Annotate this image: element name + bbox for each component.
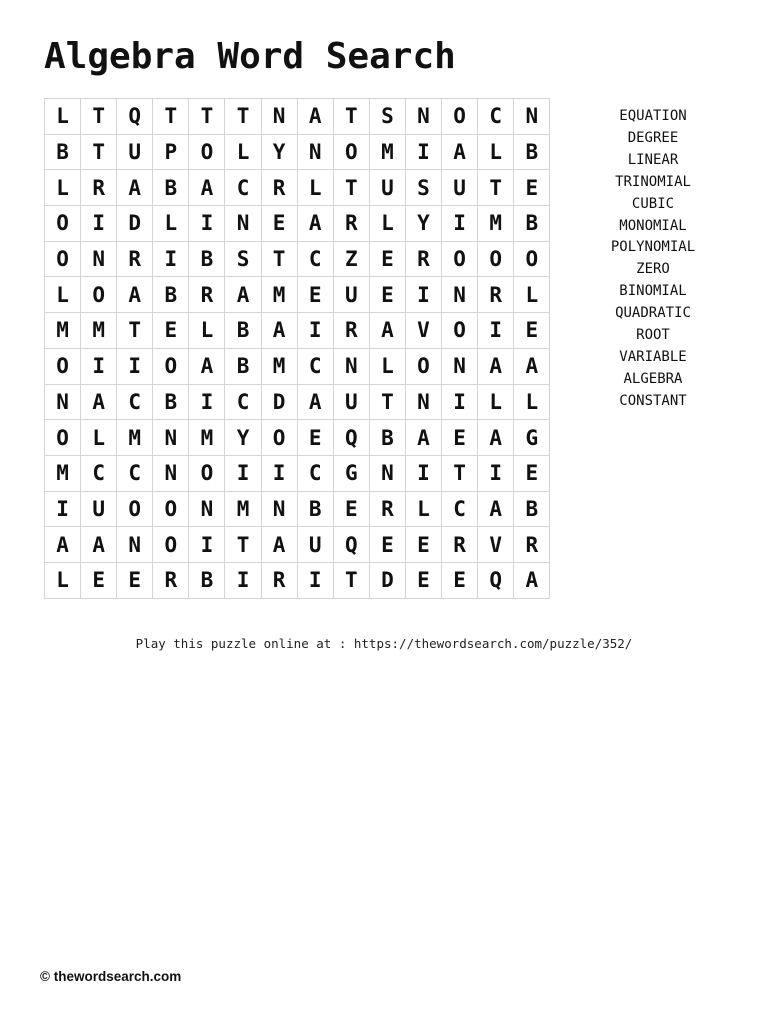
grid-cell: E	[369, 241, 405, 277]
grid-cell: N	[405, 99, 441, 135]
grid-cell: C	[297, 455, 333, 491]
word-list-item: ALGEBRA	[623, 370, 683, 387]
grid-cell: O	[153, 527, 189, 563]
grid-cell: O	[45, 420, 81, 456]
grid-cell: C	[478, 99, 514, 135]
grid-cell: C	[442, 491, 478, 527]
grid-cell: E	[442, 562, 478, 598]
word-list-item: QUADRATIC	[615, 305, 691, 322]
grid-cell: S	[405, 170, 441, 206]
grid-cell: R	[117, 241, 153, 277]
grid-cell: R	[189, 277, 225, 313]
grid-cell: Q	[478, 562, 514, 598]
grid-cell: E	[117, 562, 153, 598]
grid-cell: R	[261, 562, 297, 598]
grid-cell: B	[514, 491, 550, 527]
grid-cell: Y	[225, 420, 261, 456]
grid-cell: N	[45, 384, 81, 420]
grid-cell: R	[442, 527, 478, 563]
grid-cell: S	[225, 241, 261, 277]
word-list	[596, 106, 710, 413]
grid-cell: T	[333, 99, 369, 135]
grid-row	[45, 99, 550, 135]
grid-cell: I	[261, 455, 297, 491]
grid-cell: R	[514, 527, 550, 563]
grid-cell: A	[117, 277, 153, 313]
grid-cell: A	[369, 313, 405, 349]
grid-cell: E	[514, 170, 550, 206]
grid-cell: L	[514, 384, 550, 420]
grid-cell: E	[405, 562, 441, 598]
grid-cell: N	[369, 455, 405, 491]
grid-cell: A	[297, 384, 333, 420]
grid-cell: R	[153, 562, 189, 598]
grid-cell: O	[189, 134, 225, 170]
grid-cell: B	[153, 277, 189, 313]
grid-cell: M	[369, 134, 405, 170]
grid-cell: A	[189, 348, 225, 384]
grid-cell: T	[189, 99, 225, 135]
grid-cell: G	[333, 455, 369, 491]
grid-cell: L	[45, 99, 81, 135]
grid-row	[45, 277, 550, 313]
grid-cell: N	[225, 206, 261, 242]
grid-cell: A	[225, 277, 261, 313]
grid-cell: U	[117, 134, 153, 170]
grid-cell: L	[369, 348, 405, 384]
grid-cell: L	[514, 277, 550, 313]
grid-row	[45, 170, 550, 206]
grid-cell: B	[514, 206, 550, 242]
grid-cell: Q	[117, 99, 153, 135]
grid-cell: E	[369, 527, 405, 563]
grid-row	[45, 420, 550, 456]
letter-grid	[44, 98, 550, 599]
grid-cell: Z	[333, 241, 369, 277]
grid-cell: N	[261, 99, 297, 135]
grid-cell: A	[189, 170, 225, 206]
grid-cell: I	[81, 206, 117, 242]
grid-cell: M	[117, 420, 153, 456]
grid-cell: Q	[333, 420, 369, 456]
grid-cell: T	[478, 170, 514, 206]
grid-cell: E	[261, 206, 297, 242]
grid-row	[45, 241, 550, 277]
grid-cell: D	[369, 562, 405, 598]
word-list-item: CONSTANT	[619, 392, 687, 409]
grid-cell: N	[189, 491, 225, 527]
grid-cell: A	[117, 170, 153, 206]
grid-cell: R	[81, 170, 117, 206]
grid-cell: R	[333, 206, 369, 242]
grid-cell: A	[514, 348, 550, 384]
grid-cell: L	[478, 134, 514, 170]
grid-cell: R	[405, 241, 441, 277]
grid-cell: A	[81, 527, 117, 563]
grid-cell: B	[225, 313, 261, 349]
grid-row	[45, 384, 550, 420]
grid-cell: O	[117, 491, 153, 527]
grid-cell: T	[81, 99, 117, 135]
grid-cell: P	[153, 134, 189, 170]
grid-cell: C	[117, 384, 153, 420]
online-link-text: Play this puzzle online at : https://thewordsearch.com/puzzle/352/	[135, 636, 633, 651]
grid-cell: O	[45, 348, 81, 384]
grid-cell: O	[153, 491, 189, 527]
word-list-item: POLYNOMIAL	[610, 239, 696, 256]
grid-cell: I	[405, 134, 441, 170]
grid-cell: L	[225, 134, 261, 170]
copyright-footer: © thewordsearch.com	[40, 969, 182, 984]
grid-cell: A	[297, 206, 333, 242]
grid-cell: A	[442, 134, 478, 170]
grid-cell: U	[81, 491, 117, 527]
grid-cell: E	[333, 491, 369, 527]
grid-cell: C	[297, 241, 333, 277]
grid-cell: B	[225, 348, 261, 384]
grid-cell: L	[45, 170, 81, 206]
grid-cell: I	[45, 491, 81, 527]
grid-cell: I	[117, 348, 153, 384]
grid-cell: C	[117, 455, 153, 491]
grid-cell: R	[369, 491, 405, 527]
grid-cell: O	[153, 348, 189, 384]
word-list-item: ZERO	[636, 261, 670, 278]
grid-cell: R	[261, 170, 297, 206]
grid-cell: L	[81, 420, 117, 456]
grid-row	[45, 562, 550, 598]
grid-cell: B	[369, 420, 405, 456]
grid-cell: B	[514, 134, 550, 170]
grid-cell: B	[297, 491, 333, 527]
grid-cell: I	[405, 277, 441, 313]
grid-cell: Y	[261, 134, 297, 170]
grid-cell: Y	[405, 206, 441, 242]
grid-cell: L	[189, 313, 225, 349]
grid-cell: O	[442, 241, 478, 277]
grid-cell: A	[261, 527, 297, 563]
grid-cell: E	[514, 313, 550, 349]
grid-cell: B	[189, 241, 225, 277]
grid-cell: E	[514, 455, 550, 491]
grid-cell: I	[189, 527, 225, 563]
grid-row	[45, 491, 550, 527]
word-list-item: TRINOMIAL	[615, 173, 691, 190]
grid-row	[45, 206, 550, 242]
grid-cell: M	[261, 277, 297, 313]
grid-cell: I	[478, 455, 514, 491]
word-list-item: EQUATION	[619, 108, 687, 124]
grid-cell: N	[117, 527, 153, 563]
grid-cell: B	[189, 562, 225, 598]
word-list-item: DEGREE	[627, 129, 679, 146]
grid-cell: C	[81, 455, 117, 491]
word-list-item: MONOMIAL	[619, 217, 687, 234]
grid-cell: N	[442, 348, 478, 384]
grid-cell: U	[442, 170, 478, 206]
grid-cell: N	[333, 348, 369, 384]
grid-cell: A	[514, 562, 550, 598]
word-list-item: CUBIC	[631, 195, 675, 212]
grid-cell: A	[45, 527, 81, 563]
grid-cell: T	[225, 527, 261, 563]
grid-cell: E	[369, 277, 405, 313]
grid-cell: U	[369, 170, 405, 206]
grid-cell: I	[442, 384, 478, 420]
grid-cell: I	[442, 206, 478, 242]
grid-cell: T	[261, 241, 297, 277]
word-list-item: VARIABLE	[619, 348, 687, 365]
grid-cell: O	[514, 241, 550, 277]
grid-cell: N	[405, 384, 441, 420]
grid-cell: T	[333, 170, 369, 206]
grid-cell: O	[442, 313, 478, 349]
grid-cell: T	[117, 313, 153, 349]
grid-cell: Q	[333, 527, 369, 563]
grid-cell: O	[478, 241, 514, 277]
grid-cell: A	[478, 348, 514, 384]
grid-cell: N	[153, 455, 189, 491]
grid-cell: O	[442, 99, 478, 135]
page-title: Algebra Word Search	[44, 36, 456, 77]
grid-cell: T	[153, 99, 189, 135]
grid-cell: M	[189, 420, 225, 456]
grid-cell: E	[81, 562, 117, 598]
grid-cell: T	[225, 99, 261, 135]
grid-cell: O	[45, 241, 81, 277]
grid-cell: A	[405, 420, 441, 456]
grid-cell: A	[81, 384, 117, 420]
grid-cell: L	[45, 562, 81, 598]
grid-cell: E	[405, 527, 441, 563]
grid-row	[45, 313, 550, 349]
grid-cell: I	[225, 455, 261, 491]
grid-cell: T	[81, 134, 117, 170]
grid-cell: T	[442, 455, 478, 491]
grid-cell: E	[297, 277, 333, 313]
grid-cell: M	[45, 455, 81, 491]
grid-cell: N	[261, 491, 297, 527]
grid-cell: R	[478, 277, 514, 313]
grid-row	[45, 455, 550, 491]
grid-cell: M	[225, 491, 261, 527]
grid-cell: M	[45, 313, 81, 349]
grid-cell: B	[153, 384, 189, 420]
grid-cell: I	[81, 348, 117, 384]
grid-cell: C	[225, 170, 261, 206]
grid-cell: U	[333, 384, 369, 420]
grid-cell: C	[297, 348, 333, 384]
grid-cell: I	[297, 313, 333, 349]
grid-cell: L	[297, 170, 333, 206]
grid-cell: G	[514, 420, 550, 456]
grid-cell: U	[333, 277, 369, 313]
grid-row	[45, 527, 550, 563]
grid-cell: M	[478, 206, 514, 242]
grid-row	[45, 134, 550, 170]
grid-cell: L	[478, 384, 514, 420]
grid-cell: D	[261, 384, 297, 420]
grid-cell: L	[405, 491, 441, 527]
grid-cell: N	[297, 134, 333, 170]
word-list-item: LINEAR	[627, 151, 679, 168]
grid-cell: T	[333, 562, 369, 598]
grid-cell: O	[81, 277, 117, 313]
grid-cell: N	[442, 277, 478, 313]
grid-cell: C	[225, 384, 261, 420]
grid-cell: O	[405, 348, 441, 384]
grid-cell: V	[478, 527, 514, 563]
grid-cell: L	[45, 277, 81, 313]
grid-cell: O	[189, 455, 225, 491]
grid-cell: E	[442, 420, 478, 456]
grid-cell: T	[369, 384, 405, 420]
grid-cell: N	[153, 420, 189, 456]
grid-cell: D	[117, 206, 153, 242]
grid-cell: S	[369, 99, 405, 135]
grid-cell: L	[153, 206, 189, 242]
grid-cell: M	[261, 348, 297, 384]
grid-cell: B	[45, 134, 81, 170]
grid-cell: I	[225, 562, 261, 598]
grid-cell: O	[45, 206, 81, 242]
grid-cell: I	[189, 206, 225, 242]
grid-cell: I	[478, 313, 514, 349]
word-list-item: ROOT	[636, 327, 670, 344]
grid-cell: A	[261, 313, 297, 349]
grid-cell: A	[297, 99, 333, 135]
grid-row	[45, 348, 550, 384]
grid-cell: M	[81, 313, 117, 349]
word-list-item: BINOMIAL	[619, 283, 687, 300]
grid-cell: A	[478, 491, 514, 527]
grid-cell: B	[153, 170, 189, 206]
grid-cell: I	[189, 384, 225, 420]
grid-cell: I	[297, 562, 333, 598]
grid-cell: L	[369, 206, 405, 242]
grid-cell: R	[333, 313, 369, 349]
grid-cell: U	[297, 527, 333, 563]
grid-cell: N	[81, 241, 117, 277]
grid-cell: O	[261, 420, 297, 456]
grid-cell: V	[405, 313, 441, 349]
grid-cell: O	[333, 134, 369, 170]
grid-cell: E	[153, 313, 189, 349]
grid-cell: I	[153, 241, 189, 277]
grid-cell: I	[405, 455, 441, 491]
grid-cell: E	[297, 420, 333, 456]
grid-cell: A	[478, 420, 514, 456]
grid-cell: N	[514, 99, 550, 135]
